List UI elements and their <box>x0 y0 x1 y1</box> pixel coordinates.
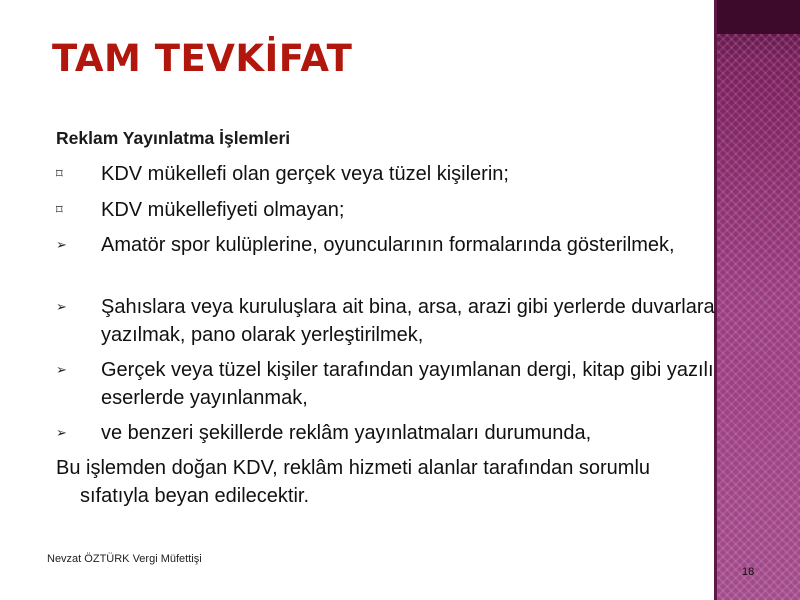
list-item <box>56 196 746 224</box>
list-item <box>56 160 746 188</box>
square-bullet-icon: ⌑ <box>56 166 63 181</box>
list-item-text: KDV mükellefi olan gerçek veya tüzel kişilerin; <box>101 163 509 185</box>
closing-line-2: sıfatıyla beyan edilecektir. <box>80 485 310 507</box>
list-item <box>56 231 676 259</box>
list-item-text: Şahıslara veya kuruluşlara ait bina, arsa, arazi gibi yerlerde duvarlara yazılmak, pano olarak yerleştirilmek, <box>101 296 715 346</box>
closing-paragraph <box>56 454 756 510</box>
list-item <box>56 356 756 412</box>
list-item-text: ve benzeri şekillerde reklâm yayınlatmaları durumunda, <box>101 422 592 444</box>
slide-subheading: Reklam Yayınlatma İşlemleri <box>56 128 291 148</box>
arrow-bullet-icon: ➢ <box>56 425 67 440</box>
list-item <box>56 293 726 349</box>
decorative-sidebar <box>714 0 800 600</box>
arrow-bullet-icon: ➢ <box>56 299 67 314</box>
arrow-bullet-icon: ➢ <box>56 237 67 252</box>
slide-title: TAM TEVKİFAT <box>52 37 353 80</box>
square-bullet-icon: ⌑ <box>56 202 63 217</box>
list-item <box>56 419 746 447</box>
sidebar-top-band <box>714 0 800 34</box>
footer-author: Nevzat ÖZTÜRK Vergi Müfettişi <box>47 553 202 565</box>
list-item-text: Amatör spor kulüplerine, oyuncularının formalarında gösterilmek, <box>101 234 675 256</box>
list-item-text: KDV mükellefiyeti olmayan; <box>101 199 345 221</box>
closing-line-1: Bu işlemden doğan KDV, reklâm hizmeti alanlar tarafından sorumlu <box>56 457 651 479</box>
list-item-text: Gerçek veya tüzel kişiler tarafından yayımlanan dergi, kitap gibi yazılı eserlerde yayınlanmak, <box>101 359 714 409</box>
arrow-bullet-icon: ➢ <box>56 362 67 377</box>
page-number: 18 <box>742 566 755 578</box>
